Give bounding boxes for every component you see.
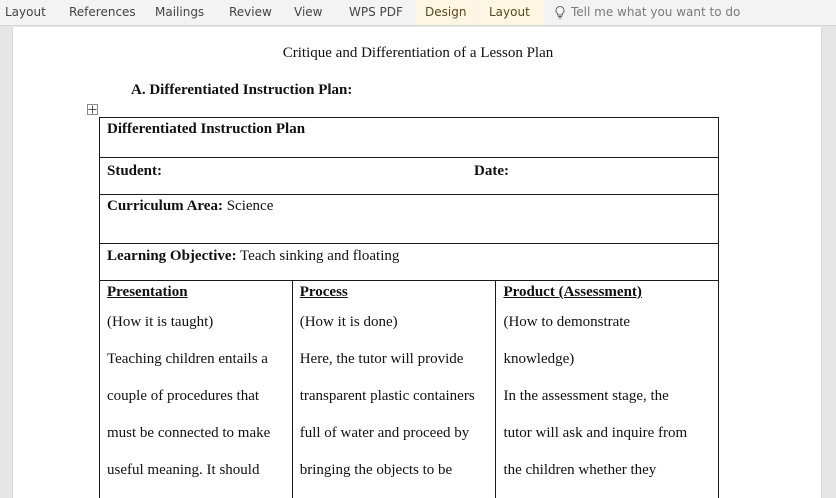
date-label: Date: [474,163,509,179]
student-date-cell[interactable] [100,158,719,195]
document-title: Critique and Differentiation of a Lesson Plan [282,45,554,61]
process-line: (How it is done) [299,314,398,330]
document-page [12,27,822,498]
presentation-title: Presentation [107,284,188,300]
tab-references[interactable]: References [69,5,136,19]
product-assessment-column[interactable] [496,281,719,498]
ribbon-tab-bar [0,0,836,26]
tab-mailings[interactable]: Mailings [155,5,205,19]
tab-table-layout[interactable]: Layout [480,0,544,25]
product-assessment-title: Product (Assessment) [503,284,642,300]
process-title: Process [299,284,348,300]
process-line: Here, the tutor will provide [299,351,464,367]
tab-layout[interactable]: Layout [5,5,46,19]
table-move-handle[interactable] [87,104,98,115]
product-assessment-line: knowledge) [503,351,575,367]
presentation-line: must be connected to make [107,425,271,441]
curriculum-area-cell[interactable] [100,195,719,244]
product-assessment-line: the children whether they [503,462,657,478]
section-heading: A. Differentiated Instruction Plan: [131,82,353,98]
tell-me-search[interactable] [553,0,740,25]
table-header-cell[interactable] [100,118,719,158]
presentation-column[interactable] [100,281,293,498]
tab-design[interactable]: Design [416,0,479,25]
tab-view[interactable]: View [294,5,323,19]
product-assessment-line: tutor will ask and inquire from [503,425,688,441]
presentation-line: (How it is taught) [107,314,214,330]
product-assessment-line: (How to demonstrate [503,314,631,330]
tell-me-text: Tell me what you want to do [571,5,741,19]
presentation-line: useful meaning. It should [107,462,260,478]
curriculum-area-label: Curriculum Area: [107,198,223,214]
presentation-line: couple of procedures that [107,388,260,404]
learning-objective-cell[interactable] [100,244,719,281]
presentation-line: Teaching children entails a [107,351,268,367]
curriculum-area-value: Science [222,198,274,214]
tab-wps-pdf[interactable]: WPS PDF [349,5,403,19]
process-column[interactable] [292,281,496,498]
tab-review[interactable]: Review [229,5,272,19]
table-header-text: Differentiated Instruction Plan [107,121,306,137]
student-label: Student: [107,163,163,179]
move-arrows-icon [88,105,97,114]
process-line: full of water and proceed by [299,425,470,441]
learning-objective-label: Learning Objective: [107,248,237,264]
lightbulb-icon [553,5,567,19]
product-assessment-line: In the assessment stage, the [503,388,669,404]
process-line: transparent plastic containers [299,388,475,404]
learning-objective-value: Teach sinking and floating [236,248,400,264]
process-line: bringing the objects to be [299,462,453,478]
differentiated-instruction-table [99,117,719,498]
